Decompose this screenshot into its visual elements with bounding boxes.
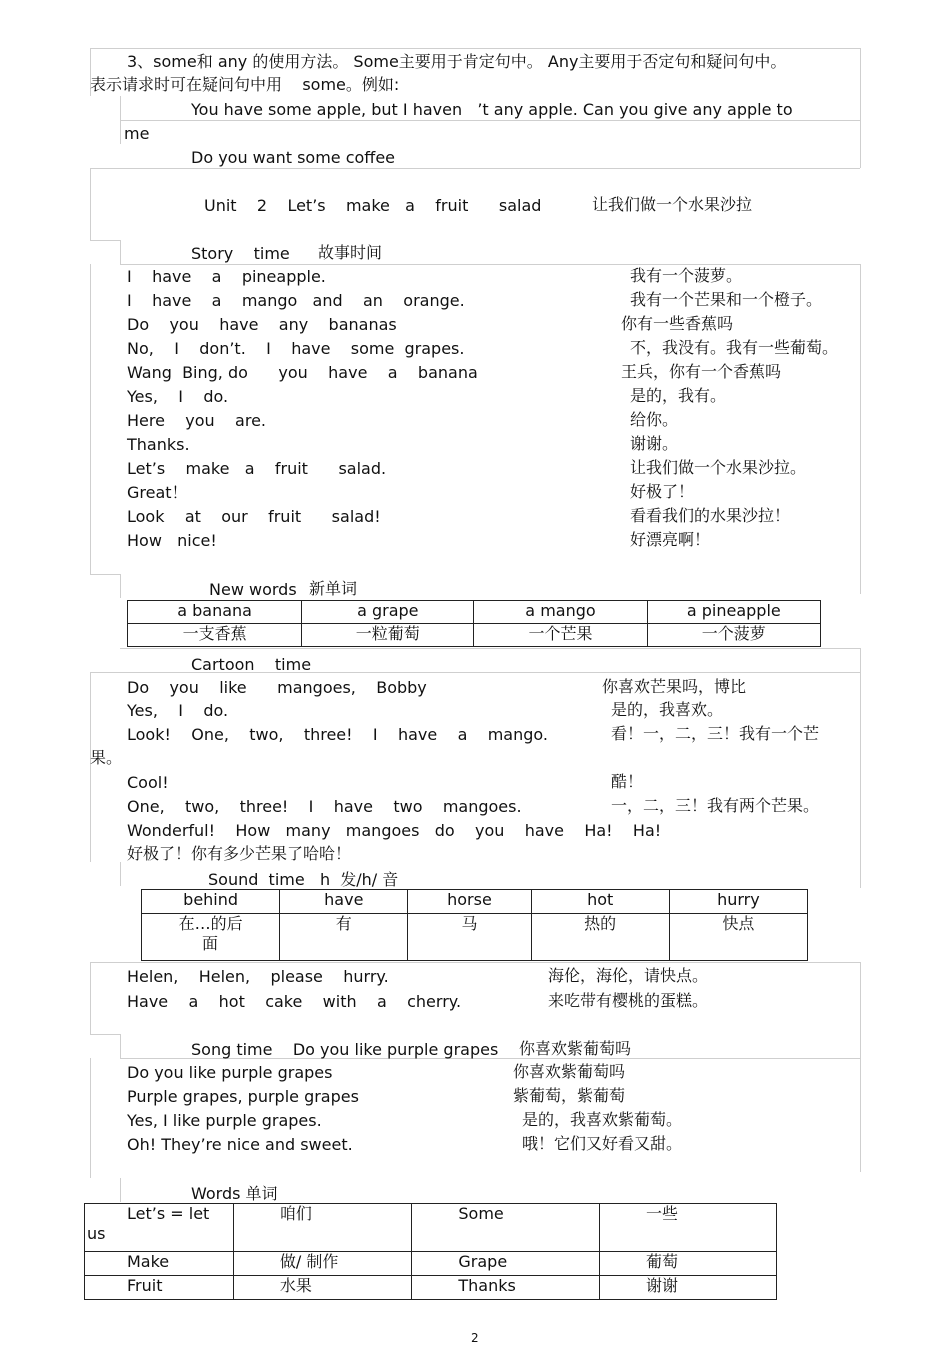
story-line-zh: 王兵，你有一个香蕉吗 — [621, 362, 782, 381]
table-cell: 谢谢 — [599, 1276, 776, 1300]
story-line-zh: 你有一些香蕉吗 — [621, 314, 734, 333]
guide-line — [860, 48, 861, 168]
story-line-en: I have a mango and an orange. — [127, 291, 465, 310]
table-cell: 一个菠萝 — [647, 624, 820, 647]
sound-line-en: Have a hot cake with a cherry. — [127, 992, 462, 1011]
table-cell: 葡萄 — [599, 1252, 776, 1276]
table-cell: 一粒葡萄 — [302, 624, 474, 647]
section-heading-zh: 新单词 — [309, 579, 358, 598]
table-cell: 有 — [280, 914, 408, 961]
story-line-zh: 不，我没有。我有一些葡萄。 — [630, 338, 839, 357]
table-cell: Grape — [412, 1252, 600, 1276]
table-cell: a banana — [128, 601, 302, 624]
table-cell: 做/ 制作 — [233, 1252, 411, 1276]
table-cell: a mango — [474, 601, 647, 624]
cell-text-wrap: 面 — [202, 934, 219, 953]
table-cell: hot — [531, 890, 669, 914]
story-line-en: Wang Bing, do you have a banana — [127, 363, 478, 382]
song-line-en: Do you like purple grapes — [127, 1063, 333, 1082]
table-cell: Some — [412, 1204, 600, 1252]
story-line-zh: 好漂亮啊！ — [630, 530, 711, 549]
guide-line — [90, 264, 91, 574]
cartoon-line-zh: 酷！ — [611, 772, 644, 791]
table-cell: Make — [85, 1252, 234, 1276]
guide-line — [90, 962, 91, 1034]
page-number: 2 — [471, 1331, 479, 1345]
intro-line: 表示请求时可在疑问句中用 some。例如: — [90, 75, 400, 94]
section-heading-zh: 故事时间 — [318, 243, 383, 262]
table-cell: Thanks — [412, 1276, 600, 1300]
guide-line — [120, 1178, 121, 1202]
table-cell: 咱们 — [233, 1204, 411, 1252]
guide-line — [90, 48, 860, 49]
table-cell: Fruit — [85, 1276, 234, 1300]
section-heading: New words — [209, 580, 297, 599]
story-line-zh: 给你。 — [630, 410, 679, 429]
guide-line — [90, 1058, 91, 1178]
sound-line-en: Helen, Helen, please hurry. — [127, 967, 389, 986]
guide-line — [90, 574, 120, 575]
cell-text: Let’s = let — [127, 1204, 210, 1223]
story-line-en: How nice! — [127, 531, 217, 550]
story-line-en: No, I don’t. I have some grapes. — [127, 339, 465, 358]
sound-table — [141, 889, 808, 961]
table-cell: a grape — [302, 601, 474, 624]
example-sentence: You have some apple, but I haven ’t any apple. Can you give any apple to — [191, 100, 793, 119]
table-cell: behind — [142, 890, 280, 914]
cartoon-line-zh: 看！一，二，三！我有一个芒 — [611, 724, 820, 743]
table-cell: 快点 — [669, 914, 807, 961]
guide-line — [90, 168, 860, 169]
table-cell: have — [280, 890, 408, 914]
song-line-zh: 哦！它们又好看又甜。 — [522, 1134, 683, 1153]
guide-line — [120, 264, 860, 265]
guide-line — [860, 962, 861, 1172]
table-cell: 一支香蕉 — [128, 624, 302, 647]
story-line-en: Let’s make a fruit salad. — [127, 459, 387, 478]
story-line-en: Here you are. — [127, 411, 266, 430]
cartoon-line-zh: 你喜欢芒果吗，博比 — [602, 677, 747, 696]
cartoon-line-en: Cool! — [127, 773, 169, 792]
story-line-zh: 我有一个芒果和一个橙子。 — [630, 290, 823, 309]
sound-line-zh: 来吃带有樱桃的蛋糕。 — [548, 991, 709, 1010]
story-line-en: I have a pineapple. — [127, 267, 326, 286]
cartoon-line-en: One, two, three! I have two mangoes. — [127, 797, 522, 816]
guide-line — [120, 96, 121, 144]
table-cell: a pineapple — [647, 601, 820, 624]
song-line-zh: 你喜欢紫葡萄吗 — [513, 1062, 626, 1081]
section-heading: Story time — [191, 244, 290, 263]
cartoon-line-zh: 好极了！你有多少芒果了哈哈！ — [127, 844, 352, 863]
guide-line — [120, 240, 121, 264]
story-line-zh: 是的，我有。 — [630, 386, 727, 405]
story-line-en: Great！ — [127, 483, 188, 502]
section-heading: Cartoon time — [191, 655, 312, 674]
song-line-en: Oh! They’re nice and sweet. — [127, 1135, 353, 1154]
table-cell: 马 — [408, 914, 531, 961]
example-sentence-wrap: me — [124, 124, 150, 143]
story-line-zh: 看看我们的水果沙拉！ — [630, 506, 791, 525]
song-line-en: Yes, I like purple grapes. — [127, 1111, 322, 1130]
cartoon-line-zh: 一，二，三！我有两个芒果。 — [611, 796, 820, 815]
story-line-en: Look at our fruit salad! — [127, 507, 381, 526]
table-cell: hurry — [669, 890, 807, 914]
song-line-en: Purple grapes, purple grapes — [127, 1087, 359, 1106]
table-cell: horse — [408, 890, 531, 914]
table-cell: 热的 — [531, 914, 669, 961]
guide-line — [90, 168, 91, 240]
cell-text: 在…的后 — [178, 914, 243, 933]
cartoon-line-wrap: 果。 — [90, 748, 123, 767]
cartoon-line-en: Do you like mangoes, Bobby — [127, 678, 427, 697]
table-cell — [142, 914, 280, 961]
new-words-table — [127, 600, 821, 647]
cartoon-line-zh: 是的，我喜欢。 — [611, 700, 724, 719]
guide-line — [90, 1034, 120, 1035]
guide-line — [860, 264, 861, 594]
unit-title: Unit 2 Let’s make a fruit salad — [204, 196, 542, 215]
section-heading: Words 单词 — [191, 1184, 278, 1203]
story-line-zh: 谢谢。 — [630, 434, 679, 453]
cartoon-line-en: Wonderful! How many mangoes do you have Ha! Ha! — [127, 821, 662, 840]
example-sentence: Do you want some coffee — [191, 148, 396, 167]
guide-line — [120, 648, 860, 649]
story-line-en: Thanks. — [127, 435, 190, 454]
guide-line — [860, 648, 861, 888]
guide-line — [120, 1034, 121, 1058]
cartoon-line-en: Yes, I do. — [127, 701, 229, 720]
guide-line — [90, 240, 120, 241]
song-line-zh: 紫葡萄，紫葡萄 — [513, 1086, 626, 1105]
guide-line — [120, 574, 121, 598]
table-cell: 一个芒果 — [474, 624, 647, 647]
section-heading: Song time Do you like purple grapes — [191, 1040, 499, 1059]
cartoon-line-en: Look! One, two, three! I have a mango. — [127, 725, 548, 744]
cell-text-wrap: us — [87, 1224, 106, 1243]
words-table — [84, 1203, 777, 1300]
guide-line — [120, 862, 121, 886]
table-cell: 一些 — [599, 1204, 776, 1252]
guide-line — [120, 120, 860, 121]
guide-line — [90, 962, 860, 963]
intro-line: 3、some和 any 的使用方法。 Some主要用于肯定句中。 Any主要用于否定句和疑问句中。 — [127, 52, 787, 71]
unit-title-zh: 让我们做一个水果沙拉 — [592, 195, 753, 214]
section-heading-zh: 你喜欢紫葡萄吗 — [519, 1039, 632, 1058]
story-line-zh: 我有一个菠萝。 — [630, 266, 743, 285]
table-cell — [85, 1204, 234, 1252]
story-line-zh: 让我们做一个水果沙拉。 — [630, 458, 807, 477]
sound-line-zh: 海伦，海伦，请快点。 — [548, 966, 709, 985]
song-line-zh: 是的，我喜欢紫葡萄。 — [522, 1110, 683, 1129]
table-cell: 水果 — [233, 1276, 411, 1300]
story-line-zh: 好极了！ — [630, 482, 695, 501]
story-line-en: Do you have any bananas — [127, 315, 397, 334]
section-heading: Sound time h 发/h/ 音 — [208, 870, 399, 889]
story-line-en: Yes, I do. — [127, 387, 229, 406]
